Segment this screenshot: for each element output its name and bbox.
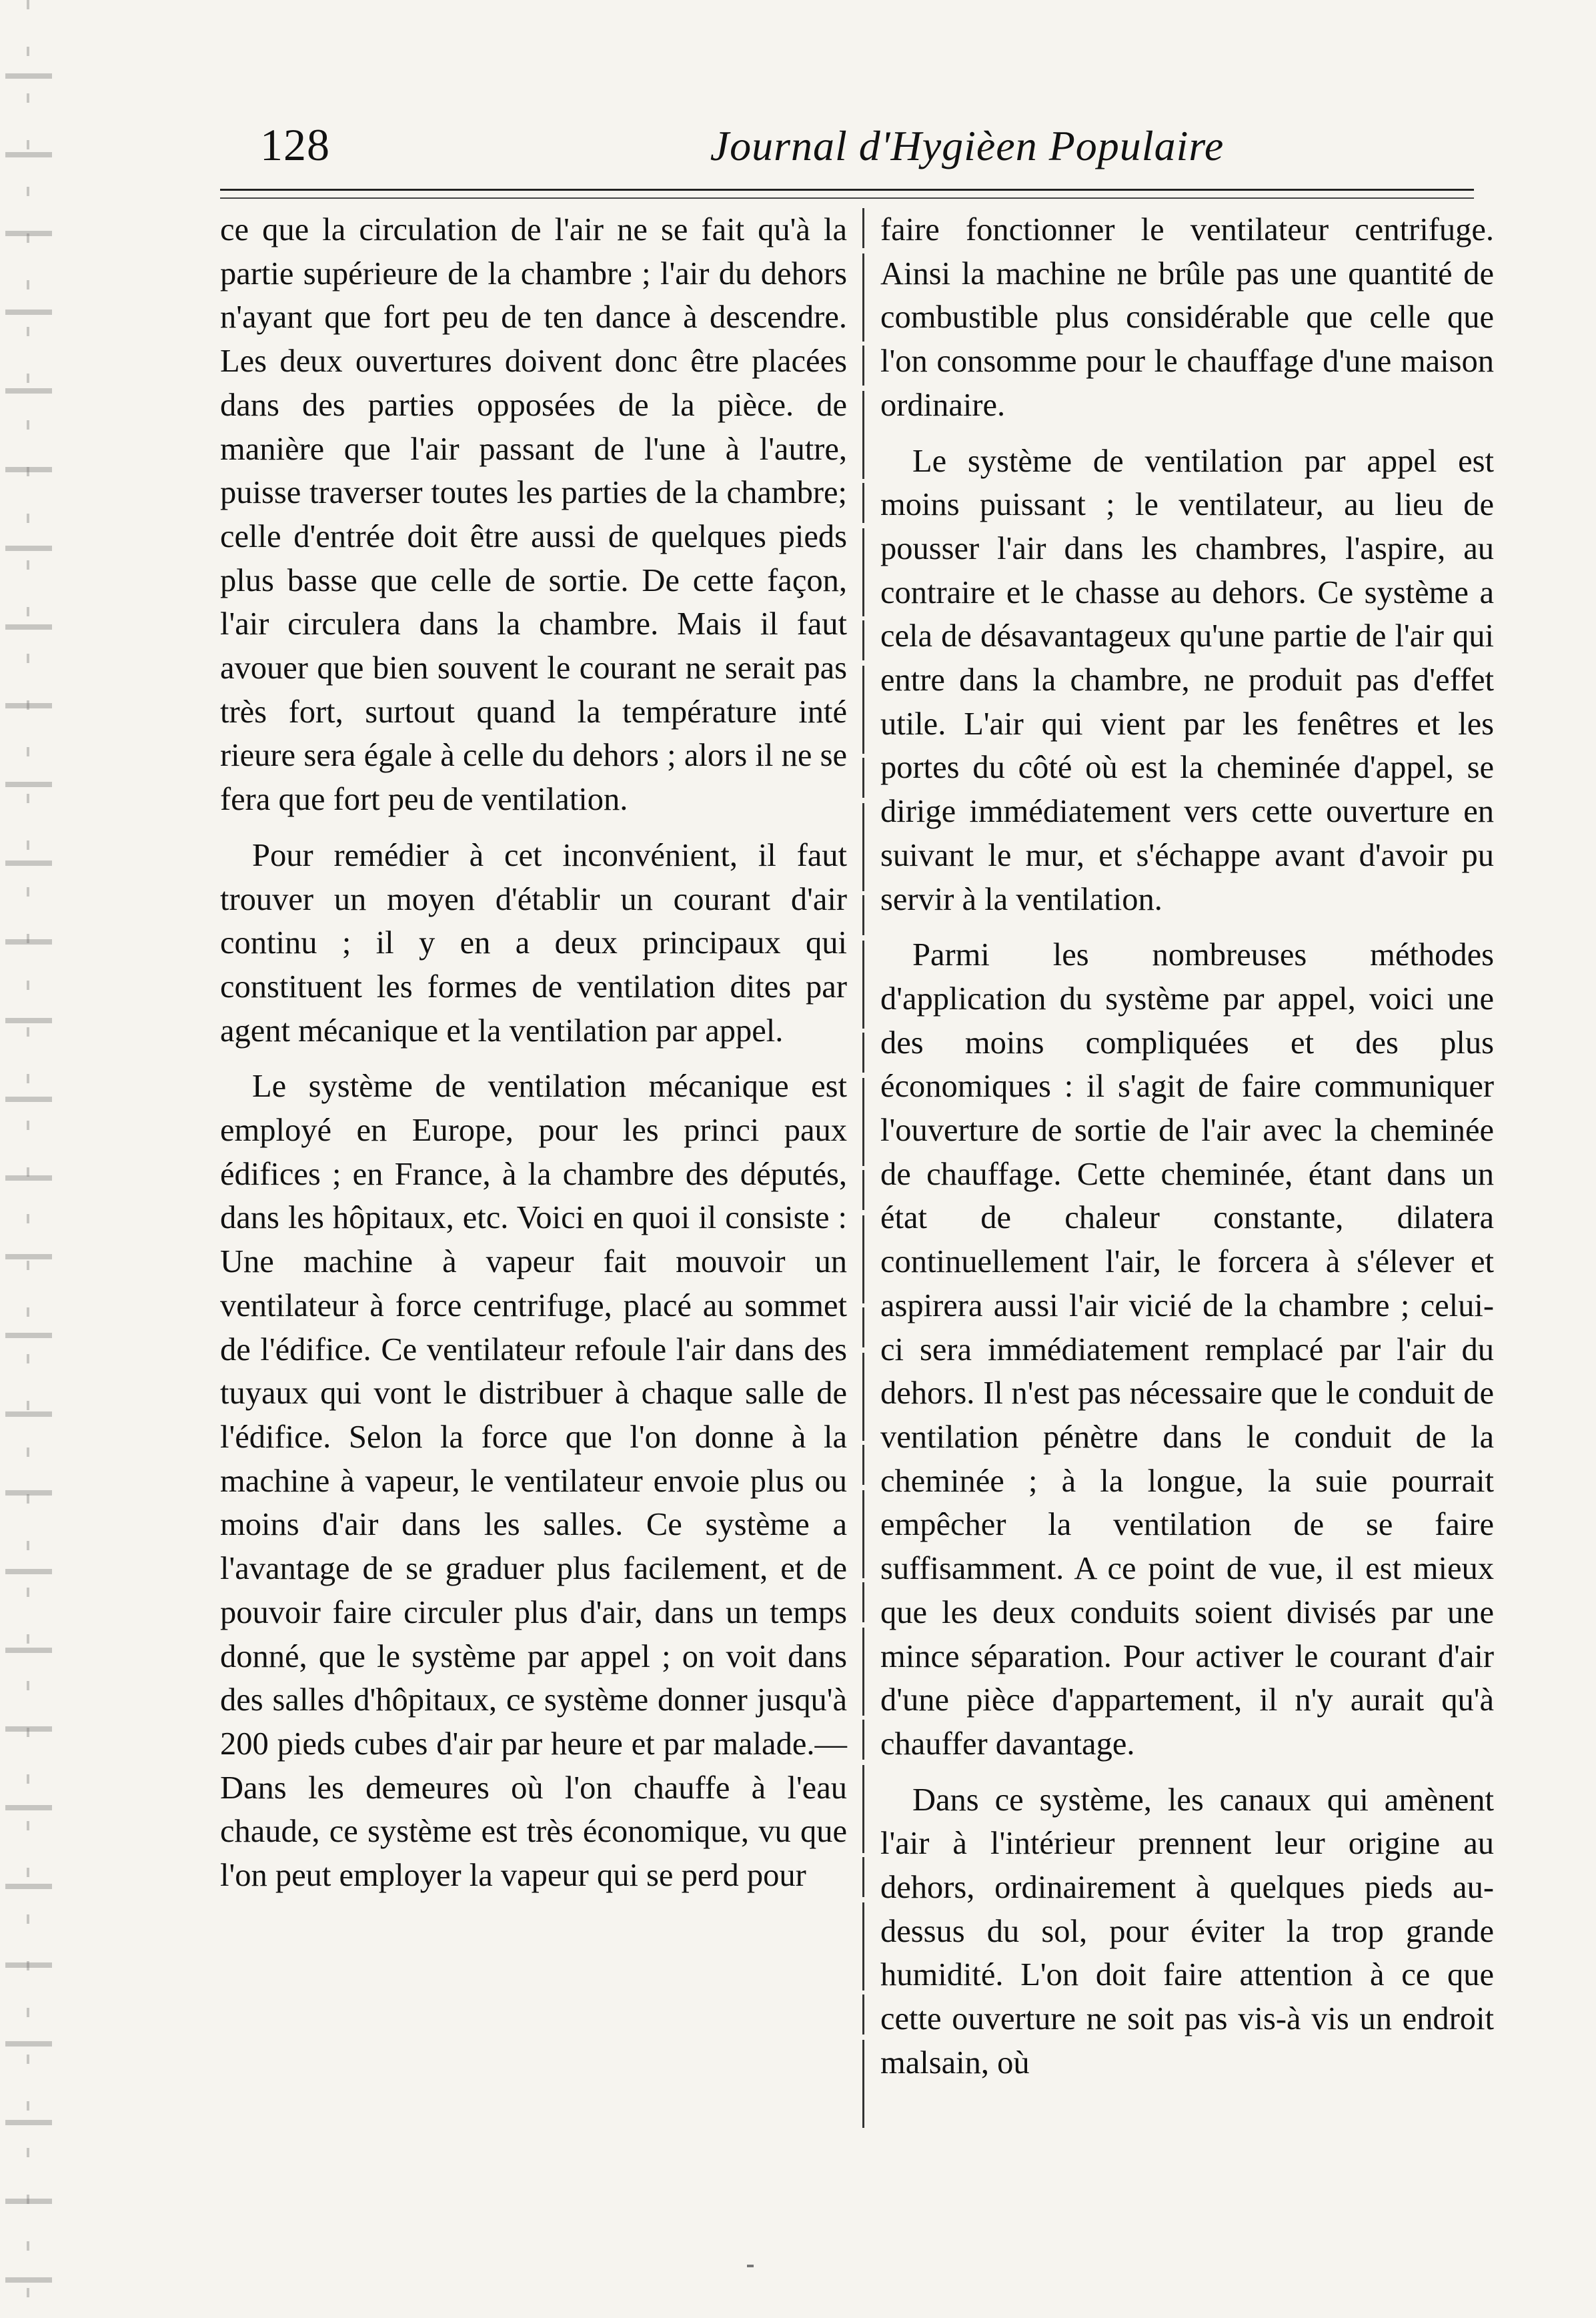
right-paragraph-2: Le système de ventilation par appel est moins puissant ; le ventilateur, au lieu de pousser l'air dans les chambres, l'aspire, au contraire et le chasse au dehors. Ce système a cela de désavantageux qu'une partie de l'air qui entre dans la chambre, ne produit pas d'effet utile. L'air qui vient par les fenêtres et les portes du côté où est la cheminée d'appel, se dirige immédiatement vers cette ouverture en suivant le mur, et s'échappe avant d'avoir pu servir à la ventilation. [880,443,1494,917]
header-rule-top [220,189,1474,191]
right-paragraph-4: Dans ce système, les canaux qui amènent l'air à l'intérieur prennent leur origine au dehors, ordinairement à quelques pieds au-dessus du sol, pour éviter la trop grande humidité. L'on doit faire attention à ce que cette ouverture ne soit pas vis-à vis un endroit malsain, où [880,1782,1494,2081]
text-columns [220,208,1494,2209]
header-rule-bottom [220,197,1474,199]
right-column [880,208,1494,2097]
page-header [253,107,1487,180]
left-paragraph-2: Pour remédier à cet inconvénient, il faut trouver un moyen d'établir un courant d'air continu ; il y en a deux principaux qui constituent les formes de ventilation dites par agent mécanique et la ventilation par appel. [220,837,847,1049]
binding-edge [5,0,52,2318]
running-head: Journal d'Hygièen Populaire [710,122,1225,169]
page-number: 128 [260,119,330,170]
right-paragraph-3: Parmi les nombreuses méthodes d'application du système par appel, voici une des moins compliquées et des plus économiques : il s'agit de faire communiquer l'ouverture de sortie de l'air avec la cheminée de chauffage. Cette cheminée, étant dans un état de chaleur constante, dilatera continuellement l'air, le forcera à s'élever et aspirera aussi l'air vicié de la chambre ; celui-ci sera immédiatement remplacé par l'air du dehors. Il n'est pas nécessaire que le conduit de ventilation pénètre dans le conduit de la cheminée ; à la longue, la suie pourrait empêcher la ventilation de se faire suffisamment. A ce point de vue, il est mieux que les deux conduits soient divisés par une mince séparation. Pour activer le courant d'air d'une pièce d'appartement, il n'y aurait qu'à chauffer davantage. [880,937,1494,1762]
footer-mark [747,2265,754,2267]
left-paragraph-1: ce que la circulation de l'air ne se fait qu'à la partie supérieure de la chambre ; l'air du dehors n'ayant que fort peu de ten dance à descendre. Les deux ouvertures doivent donc être placées dans des parties opposées de la pièce. de manière que l'air passant de l'une à l'autre, puisse traverser toutes les parties de la chambre; celle d'entrée doit être aussi de quelques pieds plus basse que celle de sortie. De cette façon, l'air circulera dans la chambre. Mais il faut avouer que bien souvent le courant ne serait pas très fort, surtout quand la température inté rieure sera égale à celle du dehors ; alors il ne se fera que fort peu de ventilation. [220,212,847,818]
right-paragraph-1: faire fonctionner le ventilateur centrifuge. Ainsi la machine ne brûle pas une quantité de combustible plus considérable que celle que l'on consomme pour le chauffage d'une maison ordinaire. [880,212,1494,423]
left-column [220,208,847,1910]
column-divider [862,208,864,2129]
left-paragraph-3: Le système de ventilation mécanique est employé en Europe, pour les princi paux édifices ; en France, à la chambre des députés, dans les hôpitaux, etc. Voici en quoi il consiste : Une machine à vapeur fait mouvoir un ventilateur à force centrifuge, placé au sommet de l'édifice. Ce ventilateur refoule l'air dans des tuyaux qui vont le distribuer à chaque salle de l'édifice. Selon la force que l'on donne à la machine à vapeur, le ventilateur envoie plus ou moins d'air dans les salles. Ce système a l'avantage de se graduer plus facilement, et de pouvoir faire circuler plus d'air, dans un temps donné, que le système par appel ; on voit dans des salles d'hôpitaux, ce système donner jusqu'à 200 pieds cubes d'air par heure et par malade.—Dans les demeures où l'on chauffe à l'eau chaude, ce système est très économique, vu que l'on peut employer la vapeur qui se perd pour [220,1069,847,1894]
